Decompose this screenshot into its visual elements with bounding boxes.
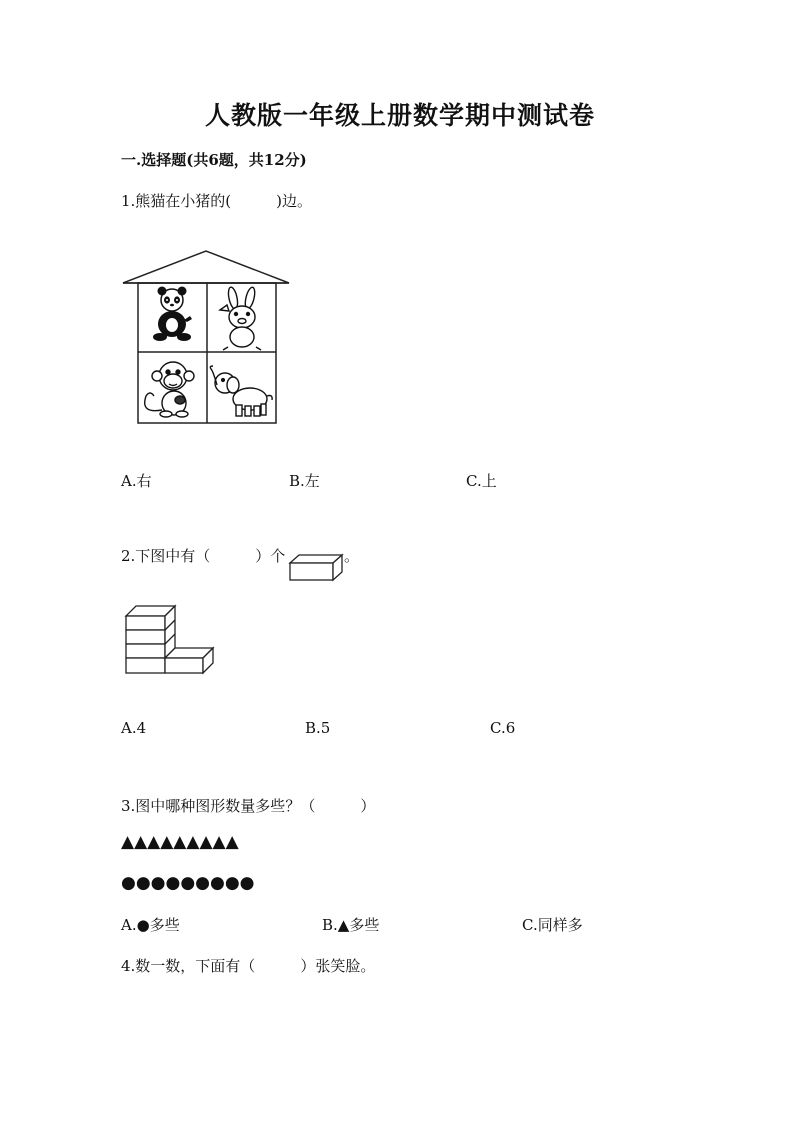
option-1c[interactable]: C.上 bbox=[466, 472, 497, 490]
triangle-row: ▲▲▲▲▲▲▲▲▲ bbox=[121, 832, 239, 852]
section-heading: 一.选择题(共6题，共12分) bbox=[121, 151, 307, 169]
elephant-icon bbox=[210, 366, 272, 416]
option-3b[interactable]: B.▲多些 bbox=[322, 916, 380, 934]
option-2b[interactable]: B.5 bbox=[305, 719, 331, 737]
page-title: 人教版一年级上册数学期中测试卷 bbox=[204, 101, 595, 130]
question-1-text: 1.熊猫在小猪的( )边。 bbox=[121, 192, 313, 210]
rabbit-icon bbox=[220, 286, 261, 350]
question-2-text-after: 。 bbox=[344, 547, 360, 565]
option-3c[interactable]: C.同样多 bbox=[522, 916, 583, 934]
house-figure bbox=[120, 250, 292, 425]
option-2c[interactable]: C.6 bbox=[490, 719, 516, 737]
option-1b[interactable]: B.左 bbox=[289, 472, 320, 490]
circle-row: ●●●●●●●●● bbox=[121, 873, 255, 893]
question-2-text-before: 2.下图中有（ ）个 bbox=[121, 547, 286, 565]
question-2-text bbox=[121, 545, 285, 566]
stacked-cuboids-figure bbox=[124, 604, 216, 676]
monkey-icon bbox=[145, 362, 194, 417]
option-2a[interactable]: A.4 bbox=[121, 719, 147, 737]
option-3a[interactable]: A.●多些 bbox=[121, 916, 180, 934]
question-4-text: 4.数一数，下面有（ ）张笑脸。 bbox=[121, 957, 376, 975]
panda-icon bbox=[153, 287, 192, 342]
question-3-text: 3.图中哪种图形数量多些？（ ） bbox=[121, 797, 376, 815]
cuboid-icon bbox=[289, 554, 345, 582]
option-1a[interactable]: A.右 bbox=[121, 472, 152, 490]
